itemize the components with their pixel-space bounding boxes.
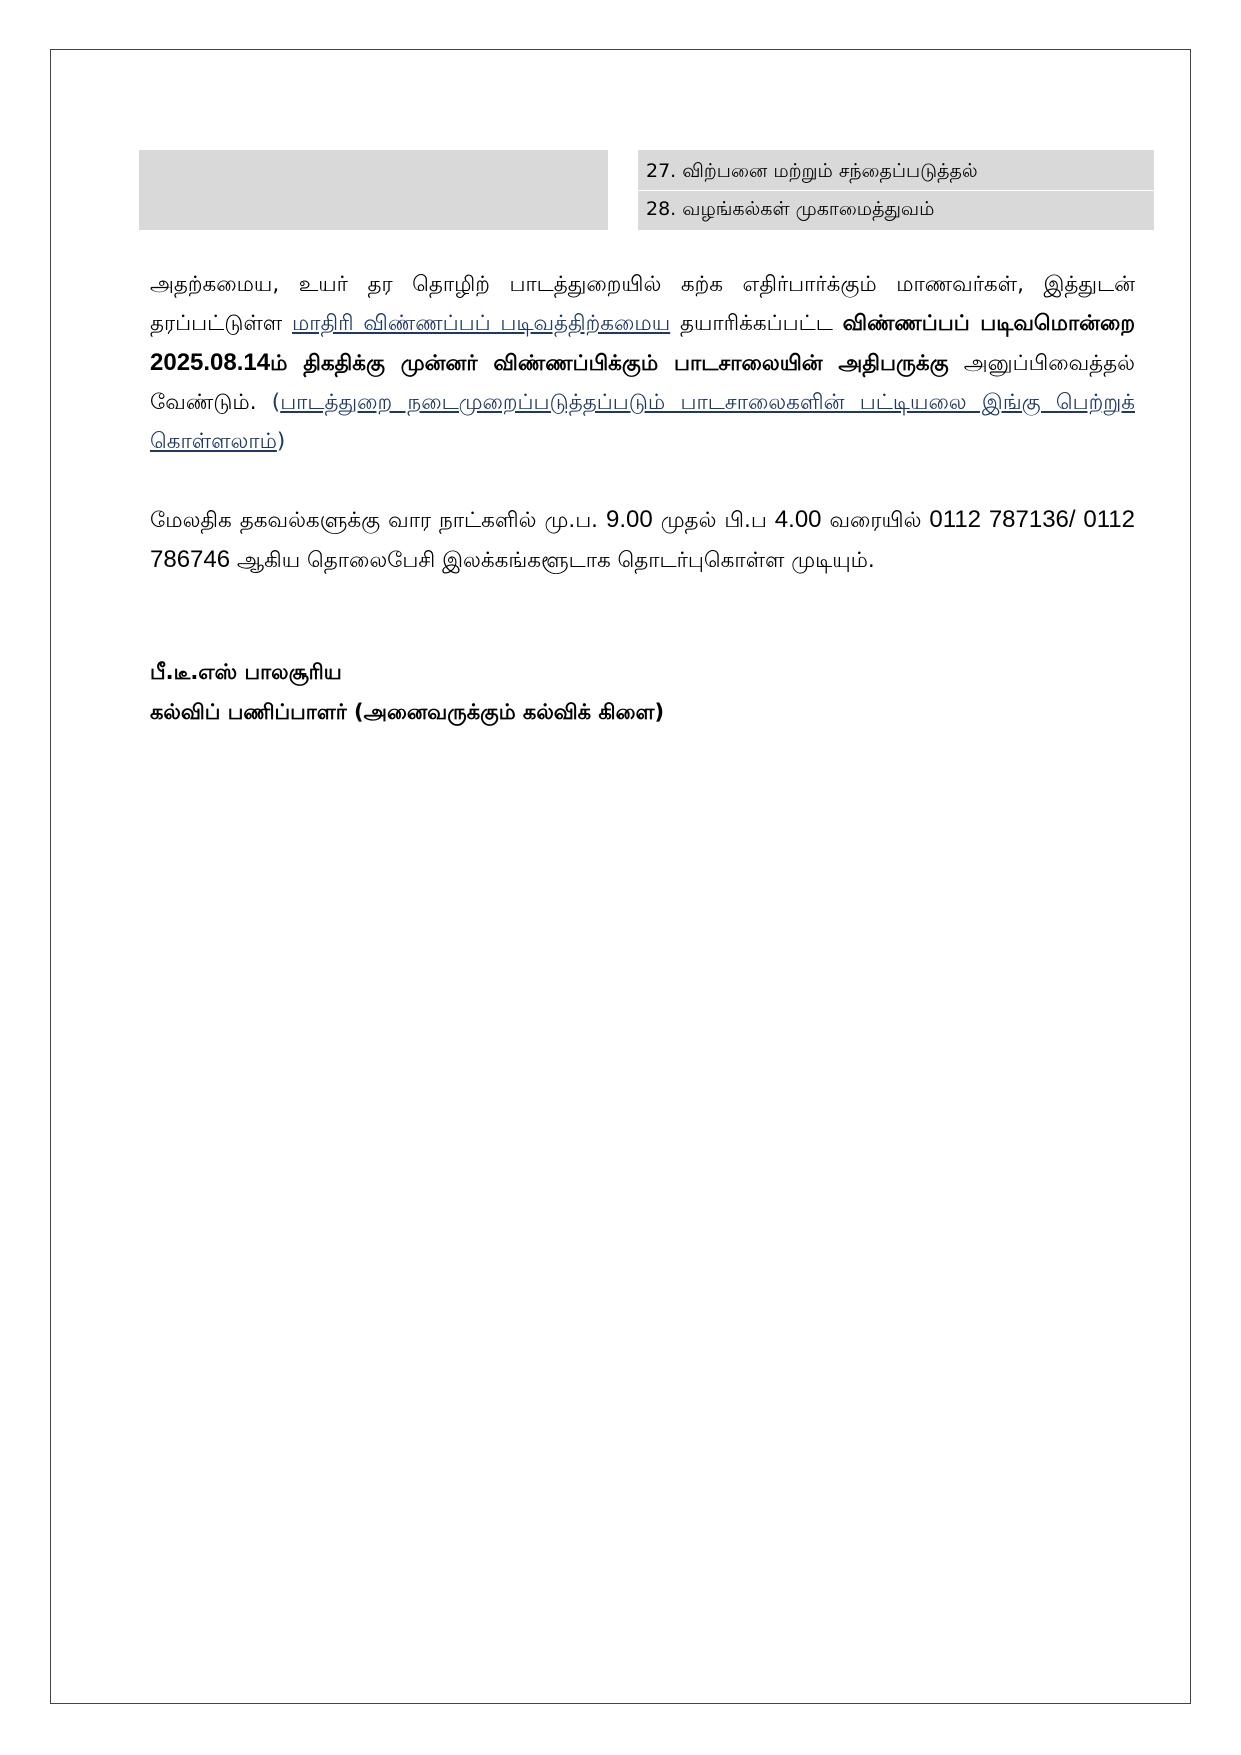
contact-text-a: மேலதிக தகவல்களுக்கு வார நாட்களில் மு.ப. (150, 508, 606, 533)
close-paren: ) (276, 429, 286, 454)
instruction-paragraph (150, 265, 1135, 461)
contact-text-c: வரையில் (821, 508, 930, 533)
sample-form-link[interactable]: மாதிரி விண்ணப்பப் படிவத்திற்கமைய (292, 311, 671, 336)
time-end: 4.00 (774, 506, 822, 533)
table-cell-empty (139, 150, 608, 230)
bold-principal-text: ம் திகதிக்கு முன்னர் விண்ணப்பிக்கும் பாடசாலையின் அதிபருக்கு (270, 351, 949, 376)
phone-numbers: 0112 787136/ 0112 786746 (150, 506, 1135, 573)
bold-form-text: விண்ணப்பப் படிவமொன்றை (842, 311, 1136, 336)
send-text: அனுப்பிவைத்தல் வேண்டும். (150, 351, 1135, 415)
contact-text-d: ஆகிய தொலைபேசி இலக்கங்களூடாக தொடர்புகொள்ள முடியும். (230, 548, 875, 573)
after-link-text: தயாரிக்கப்பட்ட (670, 311, 843, 336)
open-paren: ( (271, 390, 281, 415)
list-item: 27. விற்பனை மற்றும் சந்தைப்படுத்தல் (646, 160, 978, 182)
deadline-date: 2025.08.14 (150, 349, 271, 376)
table-cell-list (638, 150, 1154, 230)
row-divider (638, 190, 1154, 191)
intro-text: அதற்கமைய, உயர் தர தொழிற் பாடத்துறையில் கற்க எதிர்பார்க்கும் மாணவர்கள், இத்துடன் தரப்பட்டுள்ள (150, 272, 1135, 336)
signatory-name: பீ.டீ.எஸ் பாலசூரிய (150, 660, 342, 684)
signatory-title: கல்விப் பணிப்பாளர் (அனைவருக்கும் கல்விக் கிளை) (150, 700, 665, 724)
schools-list-link[interactable]: பாடத்துறை நடைமுறைப்படுத்தப்படும் பாடசாலைகளின் பட்டியலை இங்கு பெற்றுக் கொள்ளலாம் (150, 390, 1135, 454)
contact-paragraph (150, 500, 1135, 580)
signature-block (150, 652, 664, 732)
list-item: 28. வழங்கல்கள் முகாமைத்துவம் (646, 198, 935, 220)
time-start: 9.00 (606, 506, 653, 533)
contact-text-b: முதல் பி.ப (652, 508, 775, 533)
